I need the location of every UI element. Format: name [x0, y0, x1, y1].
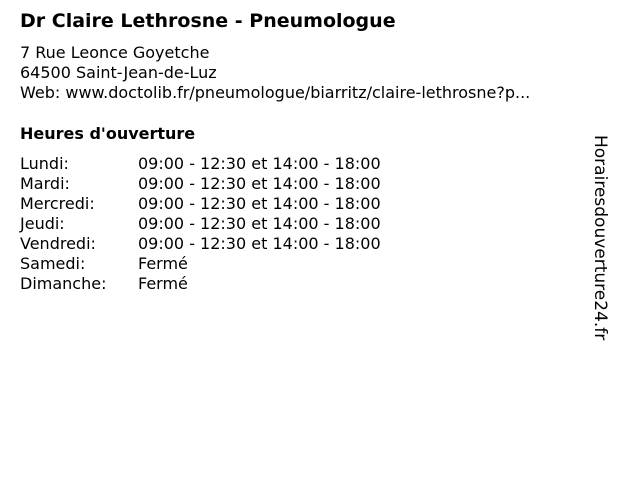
day-label: Lundi:	[20, 154, 69, 173]
site-watermark: Horairesdouverture24.fr	[590, 135, 610, 341]
address-web: Web: www.doctolib.fr/pneumologue/biarritz/claire-lethrosne?p...	[20, 83, 531, 102]
opening-hours-heading: Heures d'ouverture	[20, 124, 196, 143]
page-title: Dr Claire Lethrosne - Pneumologue	[20, 10, 396, 32]
day-hours: 09:00 - 12:30 et 14:00 - 18:00	[138, 154, 381, 173]
day-label: Mardi:	[20, 174, 70, 193]
day-label: Vendredi:	[20, 234, 96, 253]
day-hours: Fermé	[138, 274, 188, 293]
day-label: Dimanche:	[20, 274, 107, 293]
day-label: Mercredi:	[20, 194, 95, 213]
day-hours: 09:00 - 12:30 et 14:00 - 18:00	[138, 174, 381, 193]
day-hours: 09:00 - 12:30 et 14:00 - 18:00	[138, 194, 381, 213]
day-label: Samedi:	[20, 254, 86, 273]
day-label: Jeudi:	[20, 214, 65, 233]
day-hours: 09:00 - 12:30 et 14:00 - 18:00	[138, 234, 381, 253]
address-street: 7 Rue Leonce Goyetche	[20, 43, 210, 62]
day-hours: 09:00 - 12:30 et 14:00 - 18:00	[138, 214, 381, 233]
address-city: 64500 Saint-Jean-de-Luz	[20, 63, 217, 82]
day-hours: Fermé	[138, 254, 188, 273]
